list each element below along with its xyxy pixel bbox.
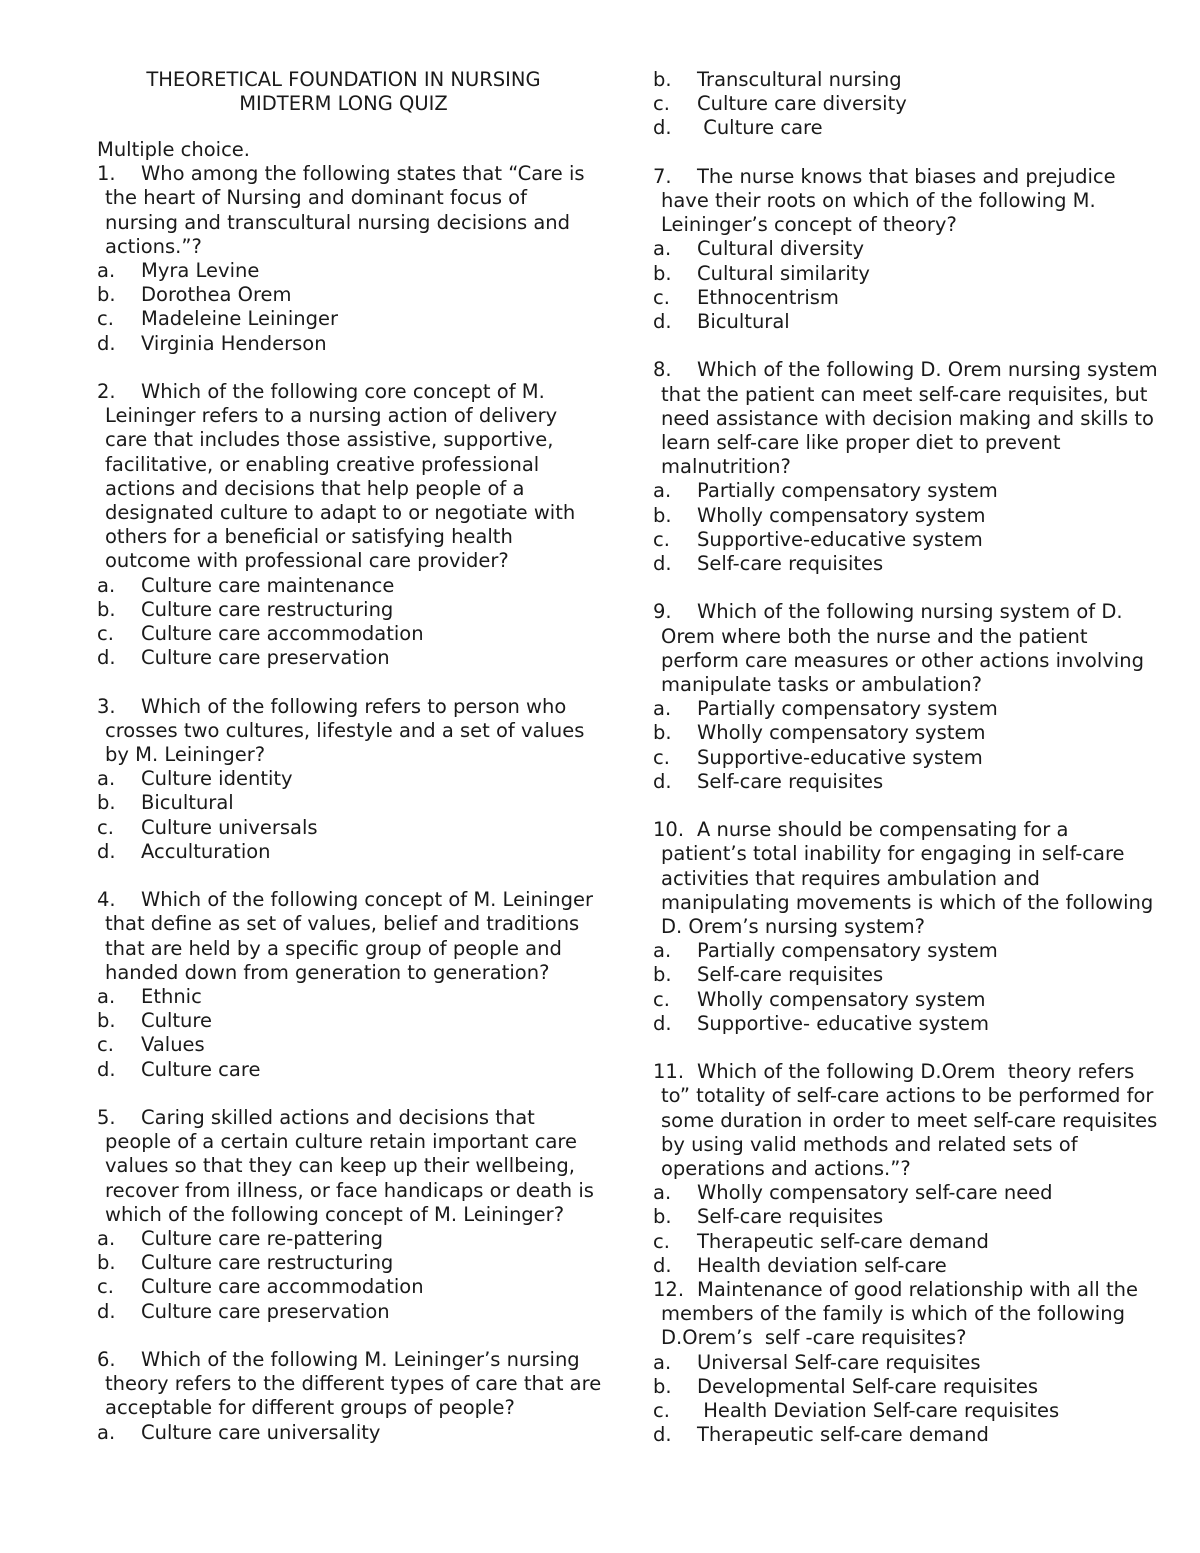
option-a[interactable]: a. Cultural diversity [653,237,865,261]
option-b[interactable]: b. Self-care requisites [653,963,884,987]
question-2 [97,380,602,670]
option-a[interactable]: a. Culture care universality [97,1420,381,1444]
question-number: 1. [97,162,116,186]
option-c[interactable]: c. Culture care accommodation [97,622,424,646]
option-a[interactable]: a. Ethnic [97,985,202,1009]
option-b[interactable]: b. Cultural similarity [653,261,870,285]
option-b[interactable]: b. Culture [97,1009,212,1033]
option-a[interactable]: a. Culture identity [97,767,293,791]
option-d[interactable]: d. Acculturation [97,839,271,863]
question-6-continued [653,68,1158,141]
question-stem [97,695,602,768]
option-d[interactable]: d. Health deviation self-care [653,1253,947,1277]
question-number: 11. [653,1060,685,1084]
question-stem [97,380,602,574]
question-text: Which of the following core concept of M. Leininger refers to a nursing action of delivery care that includes those assistive, supportive, facilitative, or enabling creative professional actions and decisions that help people of a designated culture to adapt to or negotiate with others for a beneficial or satisfying health outcome with professional care provider? [105,380,576,573]
option-b[interactable]: b. Bicultural [97,791,234,815]
question-number: 7. [653,164,672,188]
question-stem [653,1060,1164,1181]
option-c[interactable]: c. Culture care accommodation [97,1275,424,1299]
question-stem [653,358,1158,479]
question-stem [653,165,1158,238]
question-text: Which of the following concept of M. Leininger that define as set of values, belief and traditions that are held by a specific group of people and handed down from generation to generation? [105,888,594,984]
option-b[interactable]: b. Culture care restructuring [97,1251,394,1275]
question-number: 12. [653,1278,685,1302]
question-5 [97,1106,602,1324]
question-7 [653,165,1158,334]
question-text: Caring skilled actions and decisions that people of a certain culture retain important care values so that they can keep up their wellbeing, recover from illness, or face handicaps or death is which of the following concept of M. Leininger? [105,1106,594,1226]
question-stem [653,818,1158,939]
option-d[interactable]: d. Virginia Henderson [97,331,327,355]
option-d[interactable]: d. Culture care preservation [97,1299,390,1323]
title-line-2: MIDTERM LONG QUIZ [239,92,448,115]
question-6 [97,1348,602,1445]
question-text: Who among the following states that “Care is the heart of Nursing and dominant focus of nursing and transcultural nursing decisions and actions.”? [105,162,585,258]
question-8 [653,358,1158,576]
question-4 [97,888,602,1082]
right-column [653,68,1164,1472]
option-a[interactable]: a. Partially compensatory system [653,697,998,721]
option-c[interactable]: c. Health Deviation Self-care requisites [653,1399,1060,1423]
option-a[interactable]: a. Universal Self-care requisites [653,1350,981,1374]
option-a[interactable]: a. Culture care maintenance [97,573,395,597]
option-c[interactable]: c. Ethnocentrism [653,285,839,309]
option-b[interactable]: b. Self-care requisites [653,1205,884,1229]
question-stem [653,1278,1158,1351]
question-number: 6. [97,1348,116,1372]
option-b[interactable]: b. Culture care restructuring [97,597,394,621]
question-text: A nurse should be compensating for a patient’s total inability for engaging in self-care activities that requires ambulation and manipulating movements is which of the following D. Orem’s nursing system? [661,818,1154,939]
option-a[interactable]: a. Culture care re-pattering [97,1227,384,1251]
question-text: Which of the following D. Orem nursing system that the patient can meet self-care requisites, but need assistance with decision making and skills to learn self-care like proper diet to prevent malnutrition? [661,358,1158,479]
option-c[interactable]: c. Therapeutic self-care demand [653,1229,989,1253]
option-a[interactable]: a. Partially compensatory system [653,939,998,963]
question-number: 5. [97,1106,116,1130]
option-a[interactable]: a. Partially compensatory system [653,479,998,503]
option-d[interactable]: d. Culture care [97,1057,261,1081]
question-text: Which of the following D.Orem theory refers to” totality of self-care actions to be performed for some duration in order to meet self-care requisites by using valid methods and related sets of operations and actions.”? [661,1060,1164,1181]
question-number: 2. [97,380,116,404]
question-number: 4. [97,888,116,912]
question-stem [97,888,602,985]
question-number: 10. [653,818,685,842]
option-d[interactable]: d. Therapeutic self-care demand [653,1423,989,1447]
option-c[interactable]: c. Madeleine Leininger [97,307,338,331]
question-stem [97,1106,602,1227]
title-line-1: THEORETICAL FOUNDATION IN NURSING [146,68,541,91]
question-11 [653,1060,1164,1278]
option-d[interactable]: d. Self-care requisites [653,769,884,793]
option-d[interactable]: d. Supportive- educative system [653,1011,989,1035]
question-12 [653,1278,1158,1447]
option-b[interactable]: b. Dorothea Orem [97,283,292,307]
instructions: Multiple choice. [97,138,251,161]
question-stem [97,162,602,259]
option-d[interactable]: d. Self-care requisites [653,552,884,576]
option-b[interactable]: b. Wholly compensatory system [653,721,986,745]
question-10 [653,818,1158,1036]
question-text: The nurse knows that biases and prejudice have their roots on which of the following M. Leininger’s concept of theory? [661,164,1116,237]
option-b[interactable]: b. Developmental Self-care requisites [653,1374,1039,1398]
question-3 [97,695,602,864]
question-stem [97,1348,602,1421]
option-d[interactable]: d. Culture care preservation [97,646,390,670]
option-c[interactable]: c. Supportive-educative system [653,745,983,769]
option-b[interactable]: b. Wholly compensatory system [653,503,986,527]
option-d[interactable]: d. Bicultural [653,310,790,334]
question-number: 9. [653,600,672,624]
question-number: 3. [97,694,116,718]
question-1 [97,162,602,356]
option-c[interactable]: c. Culture care diversity [653,92,907,116]
question-text: Which of the following refers to person who crosses two cultures, lifestyle and a set of values by M. Leininger? [105,694,585,767]
question-text: Which of the following M. Leininger’s nursing theory refers to the different types of care that are acceptable for different groups of people? [105,1348,602,1420]
option-c[interactable]: c. Wholly compensatory system [653,987,986,1011]
option-d[interactable]: d. Culture care [653,116,823,140]
option-c[interactable]: c. Culture universals [97,815,318,839]
question-number: 8. [653,358,672,382]
option-a[interactable]: a. Myra Levine [97,259,260,283]
question-text: Maintenance of good relationship with all the members of the family is which of the following D.Orem’s self -care requisites? [661,1278,1145,1350]
question-9 [653,600,1158,794]
option-b[interactable]: b. Transcultural nursing [653,68,902,91]
document-title [91,68,596,116]
question-stem [653,600,1158,697]
left-column [97,68,602,1445]
option-a[interactable]: a. Wholly compensatory self-care need [653,1181,1053,1205]
question-text: Which of the following nursing system of D. Orem where both the nurse and the patient perform care measures or other actions involving manipulate tasks or ambulation? [661,600,1144,697]
option-c[interactable]: c. Supportive-educative system [653,527,983,551]
option-c[interactable]: c. Values [97,1033,205,1057]
